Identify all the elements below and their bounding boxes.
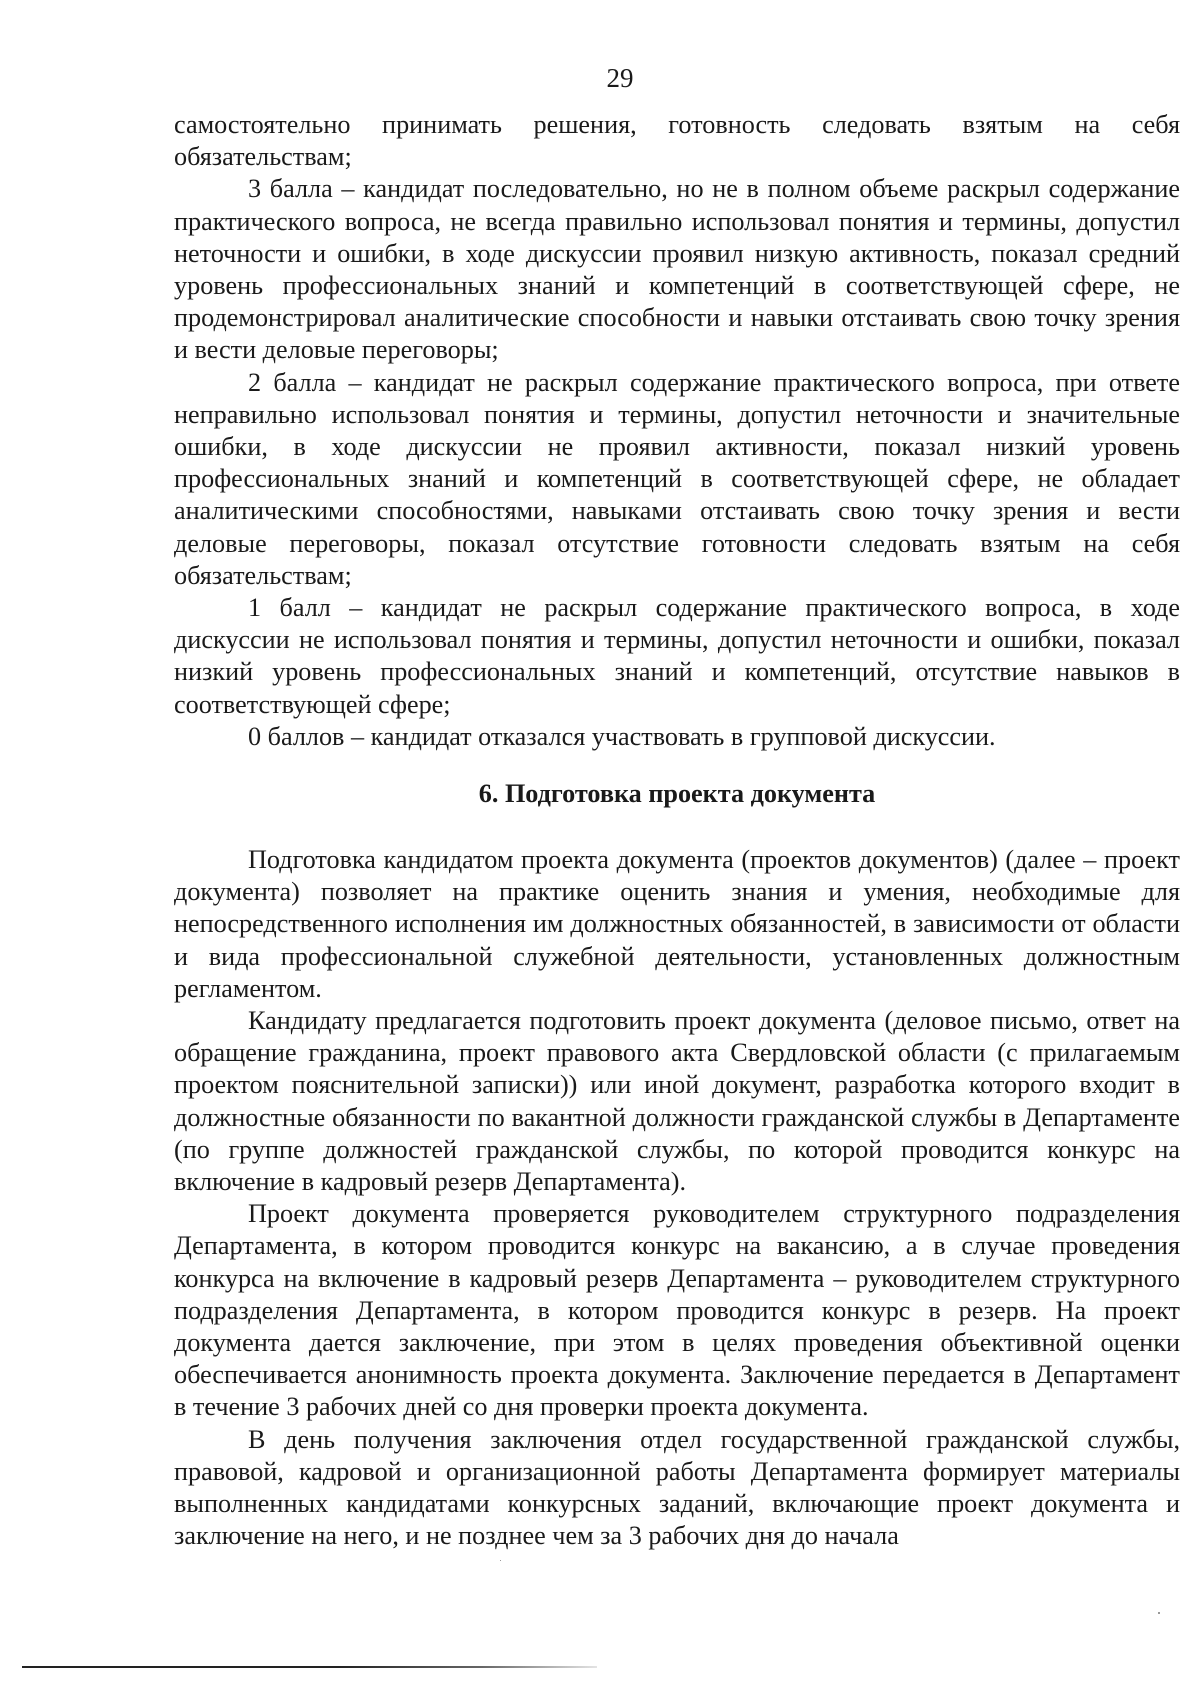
paragraph-continuation: самостоятельно принимать решения, готовность следовать взятым на себя обязательствам; [174,110,1180,172]
section-heading: 6. Подготовка проекта документа [478,779,876,808]
scan-edge-line [22,1666,597,1668]
paragraph-materials: В день получения заключения отдел государственной гражданской службы, правовой, кадровой и организационной работы Департамента формирует материалы выполненных кандидатами конкурсных заданий, включающие проект документа и заключение на него, и не позднее чем за 3 рабочих дня до начала [174,1424,1180,1551]
section-body-text-block [174,844,1180,1552]
paragraph-review: Проект документа проверяется руководителем структурного подразделения Департамента, в котором проводится конкурс на вакансию, а в случае проведения конкурса на включение в кадровый резерв Департамента – руководителем структурного подразделения Департамента, в котором проводится конкурс в резерв. На проект документа дается заключение, при этом в целях проведения объективной оценки обеспечивается анонимность проекта документа. Заключение передается в Департамент в течение 3 рабочих дней со дня проверки проекта документа. [174,1199,1180,1422]
paragraph-score-0: 0 баллов – кандидат отказался участвовать в групповой дискуссии. [248,721,996,751]
criteria-text-block [174,109,1180,753]
paragraph-score-3: 3 балла – кандидат последовательно, но не в полном объеме раскрыл содержание практического вопроса, не всегда правильно использовал понятия и термины, допустил неточности и ошибки, в ходе дискуссии проявил низкую активность, показал средний уровень профессиональных знаний и компетенций в соответствующей сфере, не продемонстрировал аналитические способности и навыки отстаивать свою точку зрения и вести деловые переговоры; [174,174,1180,365]
paragraph-task: Кандидату предлагается подготовить проект документа (деловое письмо, ответ на обращение гражданина, проект правового акта Свердловской области (с прилагаемым проектом пояснительной записки)) или иной документ, разработка которого входит в должностные обязанности по вакантной должности гражданской службы в Департаменте (по группе должностей гражданской службы, по которой проводится конкурс на включение в кадровый резерв Департамента). [174,1006,1180,1197]
paragraph-score-2: 2 балла – кандидат не раскрыл содержание практического вопроса, при ответе неправильно использовал понятия и термины, допустил неточности и значительные ошибки, в ходе дискуссии не проявил активности, показал низкий уровень профессиональных знаний и компетенций в соответствующей сфере, не обладает аналитическими способностями, навыками отстаивать свою точку зрения и вести деловые переговоры, показал отсутствие готовности следовать взятым на себя обязательствам; [174,367,1180,590]
paragraph-intro: Подготовка кандидатом проекта документа (проектов документов) (далее – проект документа) позволяет на практике оценить знания и умения, необходимые для непосредственного исполнения им должностных обязанностей, в зависимости от области и вида профессиональной служебной деятельности, установленных должностным регламентом. [174,845,1180,1003]
paragraph-score-1: 1 балл – кандидат не раскрыл содержание практического вопроса, в ходе дискуссии не использовал понятия и термины, допустил неточности и ошибки, показал низкий уровень профессиональных знаний и компетенций, отсутствие навыков в соответствующей сфере; [174,593,1180,719]
scan-speck [500,1560,501,1561]
scan-speck [1158,1612,1160,1614]
page-number: 29 [606,63,634,93]
